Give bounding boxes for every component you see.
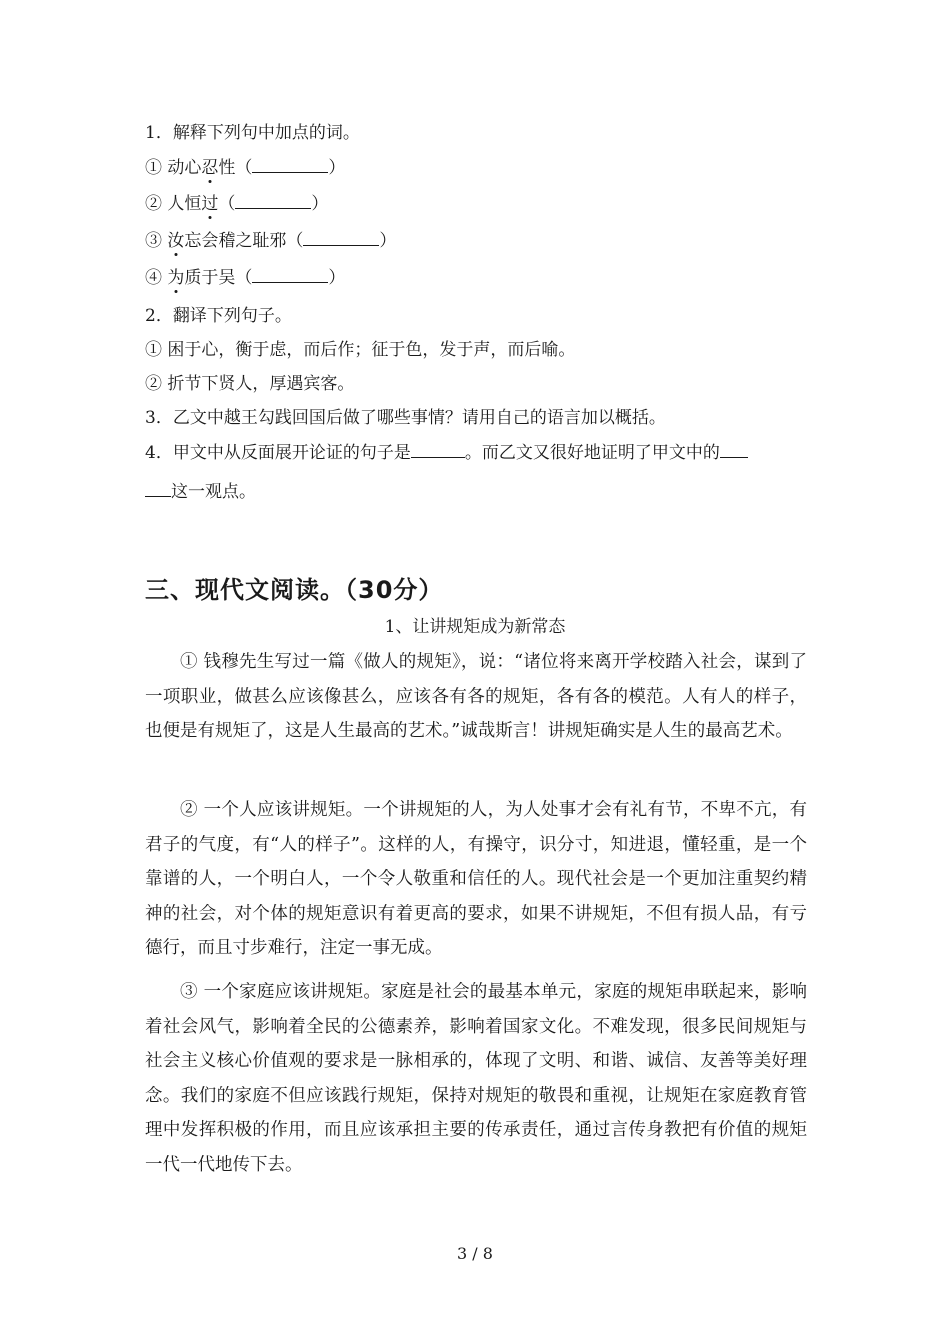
dotted-word: 过 bbox=[201, 194, 219, 214]
answer-blank bbox=[145, 482, 171, 497]
dotted-word: 忍 bbox=[201, 158, 219, 178]
answer-blank bbox=[235, 194, 311, 209]
question-1-item-2: ② 人恒过（ ） bbox=[145, 194, 329, 214]
question-4-line-2: 这一观点。 bbox=[145, 480, 256, 504]
answer-blank bbox=[720, 443, 748, 458]
page-number: 3 / 8 bbox=[457, 1244, 493, 1263]
question-3: 3．乙文中越王勾践回国后做了哪些事情？请用自己的语言加以概括。 bbox=[145, 408, 666, 428]
question-1-item-3: ③ 汝忘会稽之耻邪（ ） bbox=[145, 231, 397, 251]
article-title: 1、让讲规矩成为新常态 bbox=[384, 617, 566, 637]
question-2-sentence-2: ② 折节下贤人，厚遇宾客。 bbox=[145, 374, 355, 394]
question-1-item-1: ① 动心忍性（ ） bbox=[145, 158, 346, 178]
answer-blank bbox=[303, 231, 379, 246]
answer-blank bbox=[252, 268, 328, 283]
question-1-item-4: ④ 为质于吴（ ） bbox=[145, 268, 346, 288]
question-4-line-1: 4．甲文中从反面展开论证的句子是 。而乙文又很好地证明了甲文中的 bbox=[145, 441, 748, 465]
paragraph-1: ① 钱穆先生写过一篇《做人的规矩》，说：“诸位将来离开学校踏入社会，谋到了一项职业，做甚么应该像甚么，应该各有各的规矩，各有各的模范。人有人的样子，也便是有规矩了，这是人生最高的艺术。”诚哉斯言！讲规矩确实是人生的最高艺术。 bbox=[145, 652, 807, 741]
section-title: 三、现代文阅读。（30分） bbox=[145, 576, 444, 604]
answer-blank bbox=[252, 158, 328, 173]
dotted-word: 为 bbox=[167, 268, 185, 288]
question-1-prompt: 1．解释下列句中加点的词。 bbox=[145, 123, 360, 143]
answer-blank bbox=[411, 443, 465, 458]
question-2-sentence-1: ① 困于心，衡于虑，而后作；征于色，发于声，而后喻。 bbox=[145, 340, 576, 360]
dotted-word: 汝 bbox=[167, 231, 185, 251]
question-2-prompt: 2．翻译下列句子。 bbox=[145, 306, 292, 326]
paragraph-2: ② 一个人应该讲规矩。一个讲规矩的人，为人处事才会有礼有节，不卑不亢，有君子的气度，有“人的样子”。这样的人，有操守，识分寸，知进退，懂轻重，是一个靠谱的人，一个明白人，一个令人敬重和信任的人。现代社会是一个更加注重契约精神的社会，对个体的规矩意识有着更高的要求，如果不讲规矩，不但有损人品，有亏德行，而且寸步难行，注定一事无成。 bbox=[145, 800, 807, 958]
paragraph-3: ③ 一个家庭应该讲规矩。家庭是社会的最基本单元，家庭的规矩串联起来，影响着社会风气，影响着全民的公德素养，影响着国家文化。不难发现，很多民间规矩与社会主义核心价值观的要求是一脉相承的，体现了文明、和谐、诚信、友善等美好理念。我们的家庭不但应该践行规矩，保持对规矩的敬畏和重视，让规矩在家庭教育管理中发挥积极的作用，而且应该承担主要的传承责任，通过言传身教把有价值的规矩一代一代地传下去。 bbox=[145, 982, 807, 1175]
